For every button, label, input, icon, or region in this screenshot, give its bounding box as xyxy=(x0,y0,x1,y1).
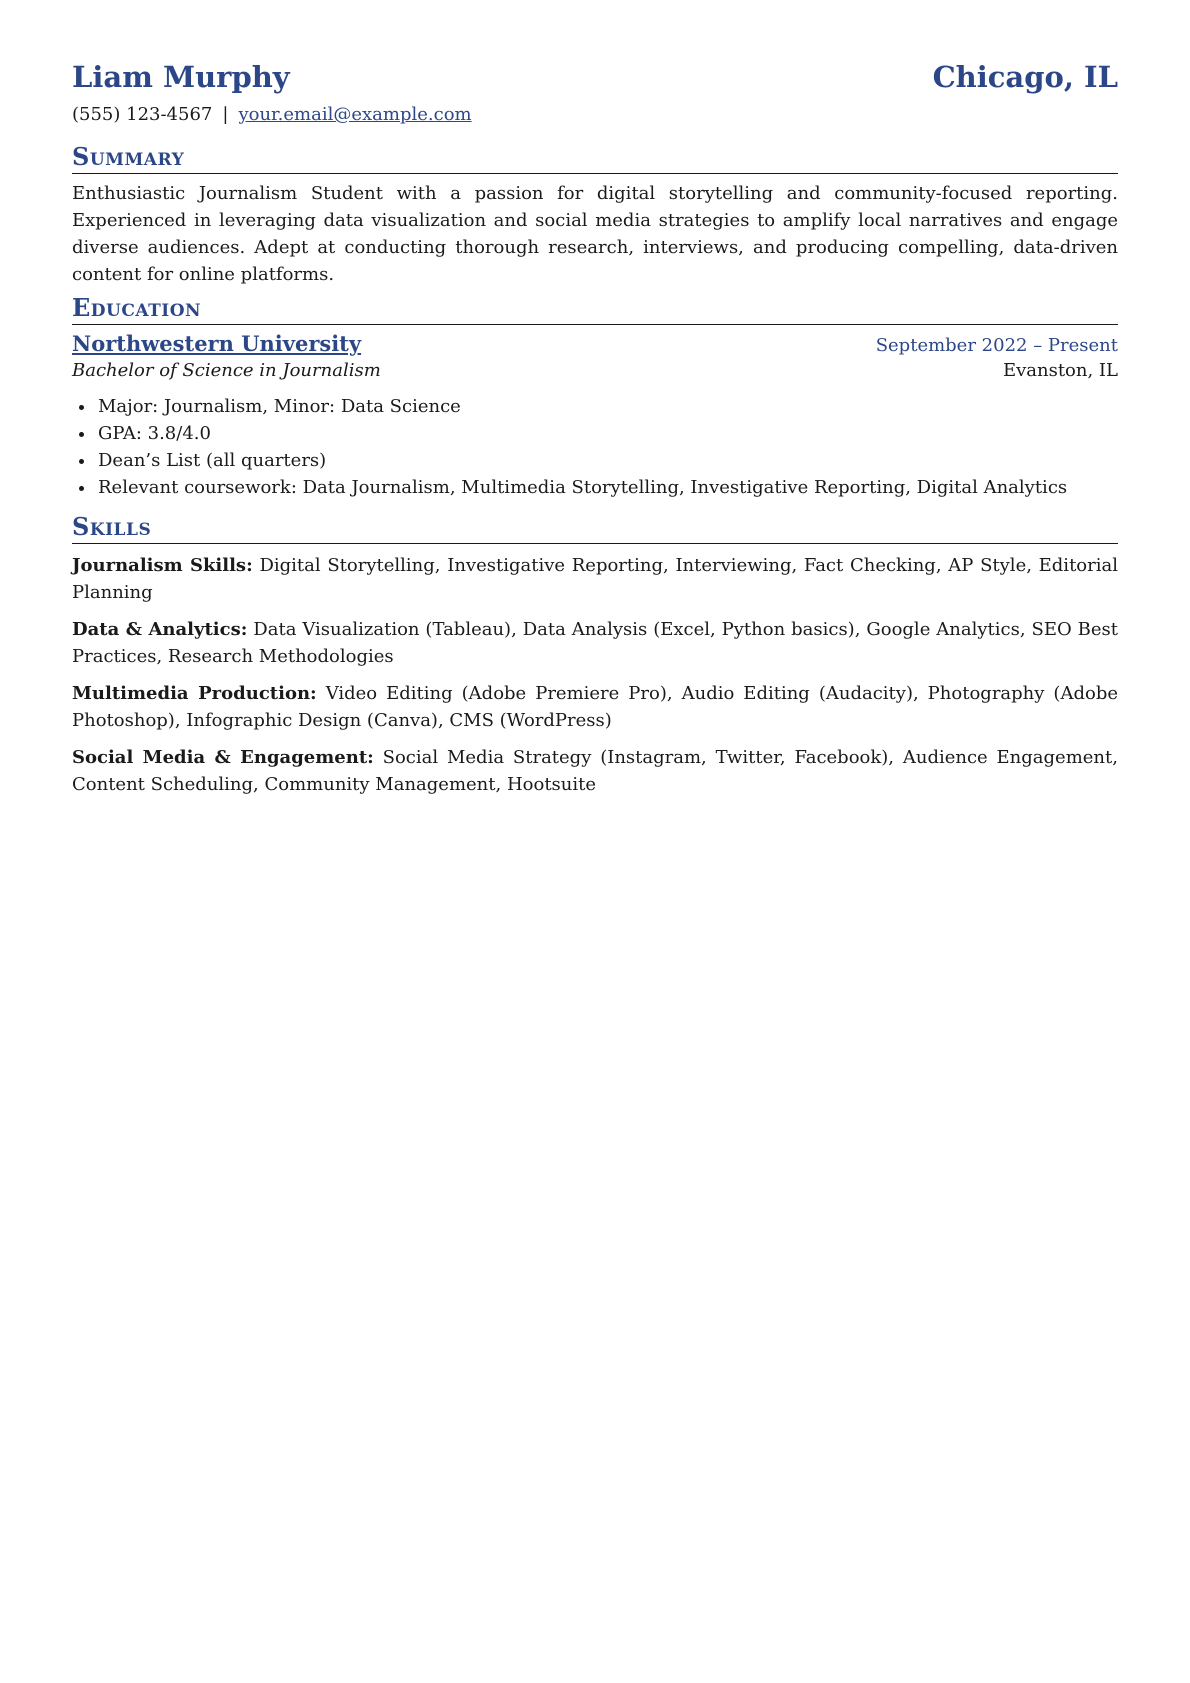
skill-label: Journalism Skills: xyxy=(72,555,253,576)
skills-list xyxy=(72,552,1118,798)
education-bullets xyxy=(72,393,1118,501)
education-heading: Education xyxy=(72,294,1118,325)
resume-page xyxy=(72,60,1118,798)
education-entry-header xyxy=(72,331,1118,356)
school-link[interactable]: Northwestern University xyxy=(72,331,362,356)
candidate-location: Chicago, IL xyxy=(932,60,1118,94)
list-item: • Relevant coursework: Data Journalism, Multimedia Storytelling, Investigative Reporting, Digital Analytics xyxy=(96,474,1118,501)
skill-label: Social Media & Engagement: xyxy=(72,747,374,768)
skills-heading: Skills xyxy=(72,513,1118,544)
degree: Bachelor of Science in Journalism xyxy=(72,360,381,381)
school-location: Evanston, IL xyxy=(1002,360,1118,381)
list-item: • GPA: 3.8/4.0 xyxy=(96,420,1118,447)
email-link[interactable]: your.email@example.com xyxy=(238,104,472,125)
candidate-name: Liam Murphy xyxy=(72,60,290,94)
contact-separator: | xyxy=(222,104,229,125)
skill-item xyxy=(72,744,1118,798)
skill-text: Data Visualization (Tableau), Data Analysis (Excel, Python basics), Google Analytics, SEO Best Practices, Research Methodologies xyxy=(72,619,1118,667)
skill-text: Digital Storytelling, Investigative Reporting, Interviewing, Fact Checking, AP Style, Editorial Planning xyxy=(72,555,1118,603)
phone-number: (555) 123-4567 xyxy=(72,104,213,125)
skill-label: Data & Analytics: xyxy=(72,619,248,640)
skill-text: Social Media Strategy (Instagram, Twitter, Facebook), Audience Engagement, Content Scheduling, Community Management, Hootsuite xyxy=(72,747,1118,795)
contact-line xyxy=(72,104,1118,125)
skill-item xyxy=(72,552,1118,606)
summary-heading: Summary xyxy=(72,143,1118,174)
resume-header xyxy=(72,60,1118,94)
skill-text: Video Editing (Adobe Premiere Pro), Audio Editing (Audacity), Photography (Adobe Photoshop), Infographic Design (Canva), CMS (WordPress) xyxy=(72,683,1118,731)
list-item: • Major: Journalism, Minor: Data Science xyxy=(96,393,1118,420)
skill-label: Multimedia Production: xyxy=(72,683,317,704)
education-dates: September 2022 – Present xyxy=(875,335,1118,356)
summary-text: Enthusiastic Journalism Student with a passion for digital storytelling and community-focused reporting. Experienced in leveraging data visualization and social media strategies to amplify local narratives and engage diverse audiences. Adept at conducting thorough research, interviews, and producing compelling, data-driven content for online platforms. xyxy=(72,183,1118,285)
skill-item xyxy=(72,680,1118,734)
education-entry-subheader xyxy=(72,360,1118,381)
skill-item xyxy=(72,616,1118,670)
list-item: • Dean’s List (all quarters) xyxy=(96,447,1118,474)
